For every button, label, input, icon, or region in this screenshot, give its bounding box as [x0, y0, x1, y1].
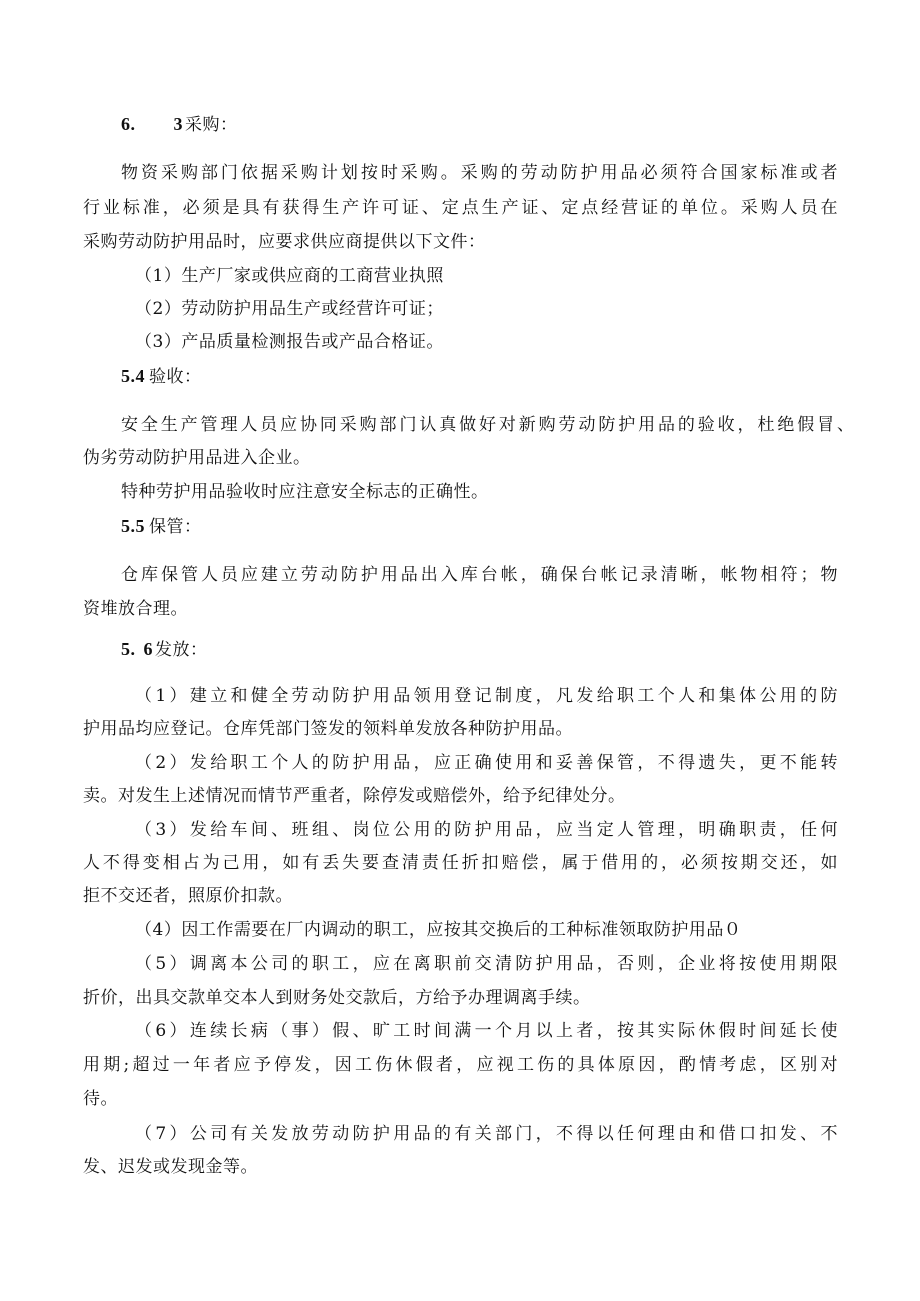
- list-item: （2）劳动防护用品生产或经营许可证；: [135, 299, 444, 319]
- paragraph-line: 护用品均应登记。仓库凭部门签发的领料单发放各种防护用品。: [83, 719, 573, 739]
- section-title: 保管：: [149, 517, 202, 537]
- paragraph-line: 物资采购部门依据采购计划按时采购。采购的劳动防护用品必须符合国家标准或者: [121, 163, 838, 183]
- paragraph-line: 待。: [83, 1089, 118, 1109]
- section-heading-5-6: [121, 637, 208, 662]
- paragraph-line: 用期;超过一年者应予停发，因工伤休假者，应视工伤的具体原因，酌情考虑，区别对: [83, 1055, 838, 1075]
- paragraph-line: 人不得变相占为己用，如有丢失要查清责任折扣赔偿，属于借用的，必须按期交还，如: [83, 853, 838, 873]
- paragraph-line: 安全生产管理人员应协同采购部门认真做好对新购劳动防护用品的验收，杜绝假冒、: [121, 415, 854, 435]
- paragraph-line: 仓库保管人员应建立劳动防护用品出入库台帐，确保台帐记录清晰，帐物相符；物: [121, 565, 838, 585]
- section-title: 发放：: [155, 640, 208, 660]
- list-item: （1）生产厂家或供应商的工商营业执照: [135, 266, 444, 286]
- paragraph-line: （3）发给车间、班组、岗位公用的防护用品，应当定人管理，明确职责，任何: [135, 820, 838, 840]
- paragraph-line: （2）发给职工个人的防护用品，应正确使用和妥善保管，不得遗失，更不能转: [135, 753, 838, 773]
- section-heading-5-4: [121, 364, 202, 389]
- section-number-a: 5.: [121, 639, 136, 659]
- section-number-b: 3: [173, 114, 183, 134]
- paragraph-line: 特种劳护用品验收时应注意安全标志的正确性。: [121, 482, 489, 502]
- paragraph-line: 采购劳动防护用品时，应要求供应商提供以下文件：: [83, 232, 486, 252]
- paragraph-line: （5）调离本公司的职工，应在离职前交清防护用品，否则，企业将按使用期限: [135, 954, 838, 974]
- section-title: 采购：: [185, 115, 238, 135]
- list-item: （3）产品质量检测报告或产品合格证。: [135, 332, 444, 352]
- section-number-b: 6: [143, 639, 153, 659]
- section-title: 验收：: [149, 367, 202, 387]
- paragraph-line: 资堆放合理。: [83, 599, 188, 619]
- section-heading-6-3: [121, 112, 238, 137]
- paragraph-line: （1）建立和健全劳动防护用品领用登记制度，凡发给职工个人和集体公用的防: [135, 686, 838, 706]
- paragraph-line: （6）连续长病（事）假、旷工时间满一个月以上者，按其实际休假时间延长使: [135, 1021, 838, 1041]
- section-heading-5-5: [121, 514, 202, 539]
- section-number: 5.4: [121, 366, 145, 386]
- paragraph-line: 发、迟发或发现金等。: [83, 1157, 258, 1177]
- section-number-a: 6.: [121, 114, 136, 134]
- paragraph-line: （4）因工作需要在厂内调动的职工，应按其交换后的工种标准领取防护用品０: [135, 920, 742, 940]
- paragraph-line: （7）公司有关发放劳动防护用品的有关部门，不得以任何理由和借口扣发、不: [135, 1124, 838, 1144]
- section-number: 5.5: [121, 516, 145, 536]
- paragraph-line: 卖。对发生上述情况而情节严重者，除停发或赔偿外，给予纪律处分。: [83, 786, 626, 806]
- paragraph-line: 伪劣劳动防护用品进入企业。: [83, 448, 311, 468]
- paragraph-line: 行业标准，必须是具有获得生产许可证、定点生产证、定点经营证的单位。采购人员在: [83, 198, 838, 218]
- paragraph-line: 折价，出具交款单交本人到财务处交款后，方给予办理调离手续。: [83, 988, 591, 1008]
- paragraph-line: 拒不交还者，照原价扣款。: [83, 886, 293, 906]
